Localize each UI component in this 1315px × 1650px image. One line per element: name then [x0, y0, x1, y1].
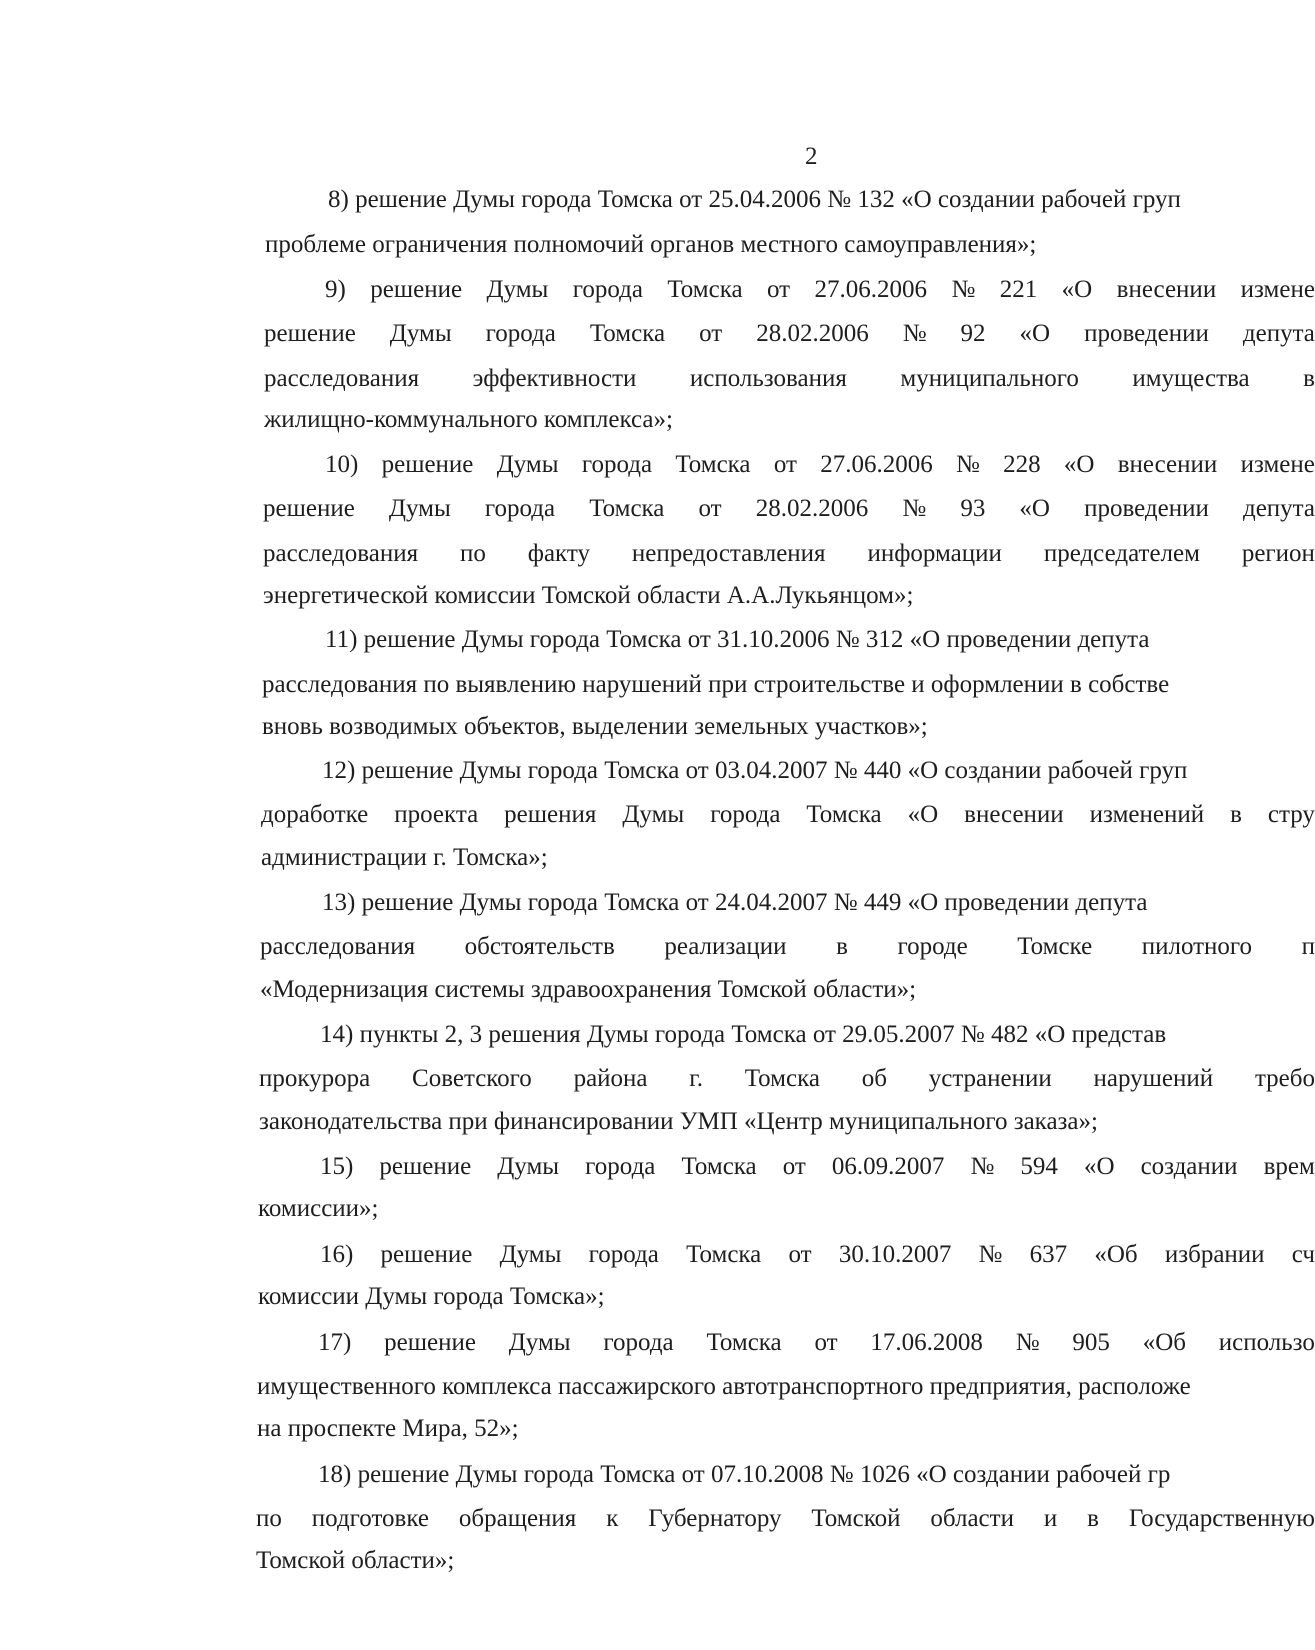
- text-line: 17) решение Думы города Томска от 17.06.2008 № 905 «Об использо: [318, 1329, 1315, 1356]
- text-line: расследования по факту непредоставления информации председателем регион: [263, 540, 1315, 567]
- text-line: расследования эффективности использования муниципального имущества в: [264, 365, 1315, 392]
- text-line: на проспекте Мира, 52»;: [257, 1415, 519, 1442]
- text-line: комиссии Думы города Томска»;: [258, 1283, 605, 1310]
- text-line: энергетической комиссии Томской области А.А.Лукьянцом»;: [263, 582, 914, 609]
- text-line: 15) решение Думы города Томска от 06.09.2007 № 594 «О создании врем: [320, 1153, 1315, 1180]
- text-line: комиссии»;: [258, 1195, 379, 1222]
- page-number: 2: [805, 143, 818, 170]
- text-line: Томской области»;: [256, 1547, 455, 1574]
- text-line: законодательства при финансировании УМП «Центр муниципального заказа»;: [259, 1108, 1098, 1135]
- text-line: проблеме ограничения полномочий органов местного самоуправления»;: [265, 231, 1037, 258]
- text-line: администрации г. Томска»;: [261, 844, 548, 871]
- text-line: решение Думы города Томска от 28.02.2006 № 93 «О проведении депута: [263, 495, 1315, 522]
- text-line: 8) решение Думы города Томска от 25.04.2006 № 132 «О создании рабочей груп: [328, 186, 1181, 213]
- text-line: имущественного комплекса пассажирского автотранспортного предприятия, расположе: [257, 1373, 1191, 1400]
- text-line: «Модернизация системы здравоохранения Томской области»;: [260, 976, 917, 1003]
- text-line: 13) решение Думы города Томска от 24.04.2007 № 449 «О проведении депута: [322, 889, 1148, 916]
- text-line: 14) пункты 2, 3 решения Думы города Томска от 29.05.2007 № 482 «О представ: [320, 1021, 1167, 1048]
- text-line: 16) решение Думы города Томска от 30.10.2007 № 637 «Об избрании сч: [320, 1241, 1315, 1268]
- text-line: по подготовке обращения к Губернатору Томской области и в Государственную: [256, 1505, 1315, 1532]
- text-line: 12) решение Думы города Томска от 03.04.2007 № 440 «О создании рабочей груп: [322, 757, 1188, 784]
- text-line: вновь возводимых объектов, выделении земельных участков»;: [262, 713, 928, 740]
- text-line: расследования обстоятельств реализации в городе Томске пилотного п: [260, 933, 1315, 960]
- text-line: 18) решение Думы города Томска от 07.10.2008 № 1026 «О создании рабочей гр: [318, 1461, 1171, 1488]
- text-line: расследования по выявлению нарушений при строительстве и оформлении в собстве: [262, 671, 1170, 698]
- text-line: 9) решение Думы города Томска от 27.06.2006 № 221 «О внесении измене: [325, 276, 1315, 303]
- text-line: прокурора Советского района г. Томска об устранении нарушений требо: [259, 1065, 1315, 1092]
- text-line: 11) решение Думы города Томска от 31.10.2006 № 312 «О проведении депута: [325, 626, 1150, 653]
- text-line: 10) решение Думы города Томска от 27.06.2006 № 228 «О внесении измене: [325, 451, 1315, 478]
- text-line: решение Думы города Томска от 28.02.2006 № 92 «О проведении депута: [264, 320, 1315, 347]
- text-line: доработке проекта решения Думы города Томска «О внесении изменений в стру: [261, 801, 1315, 828]
- text-line: жилищно-коммунального комплекса»;: [264, 406, 673, 433]
